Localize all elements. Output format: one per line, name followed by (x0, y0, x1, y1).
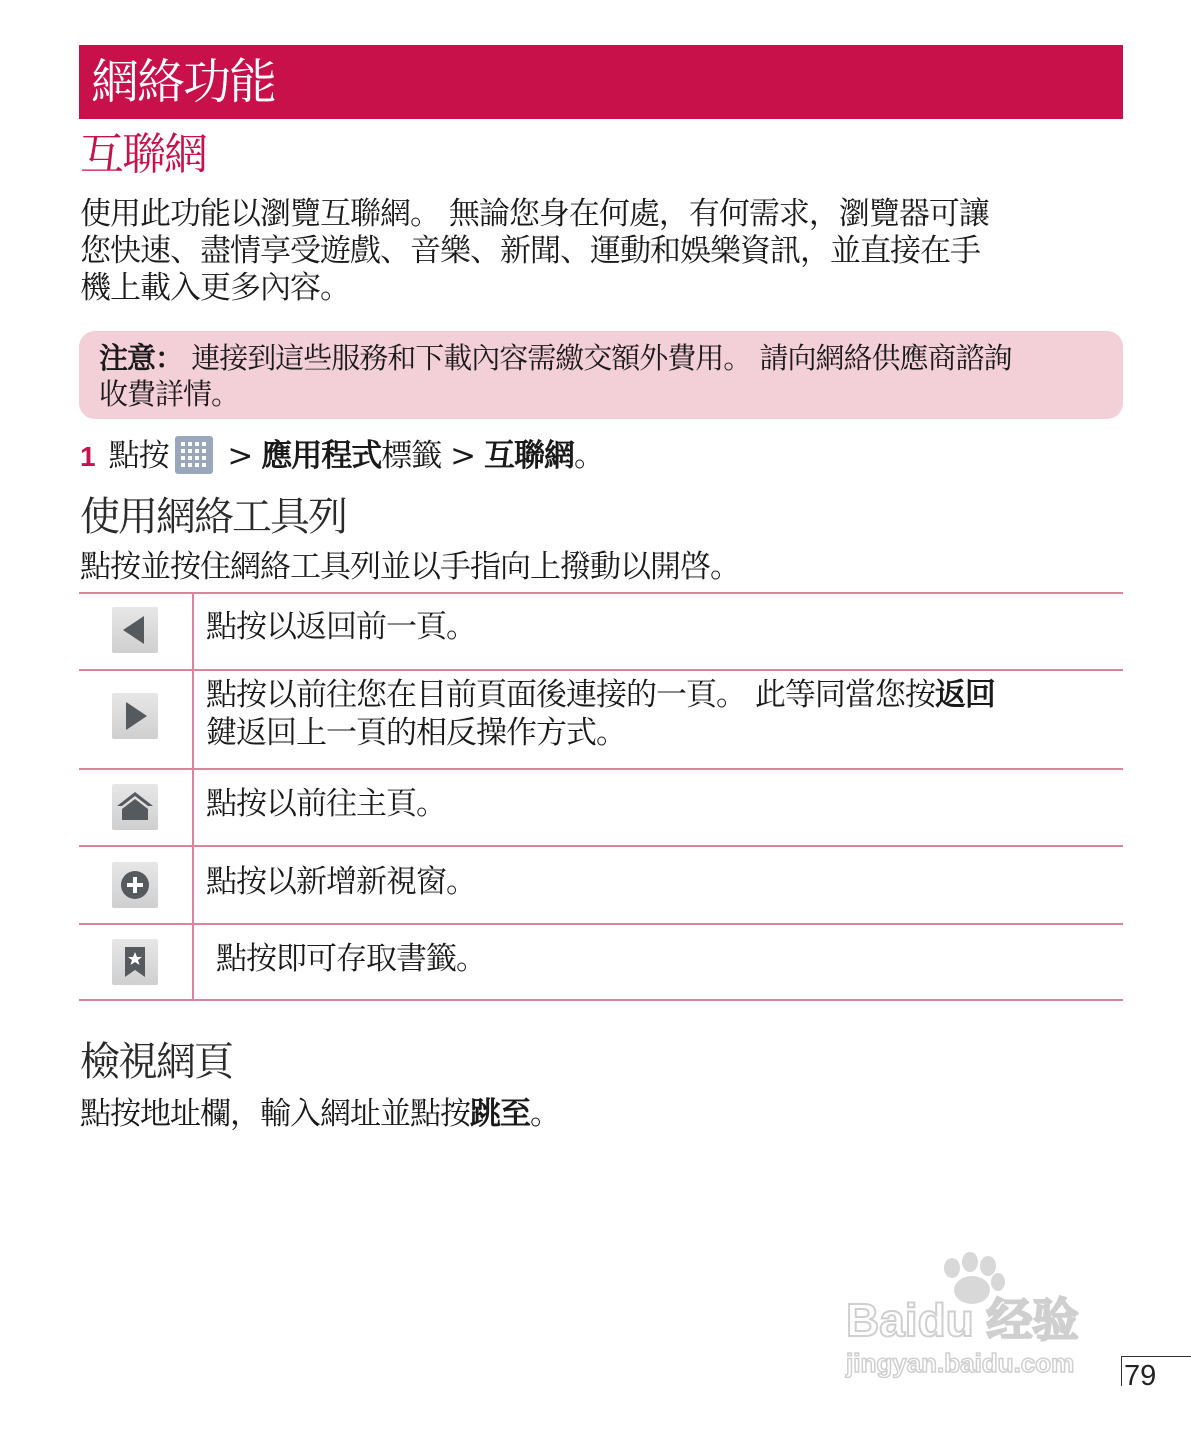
table-row (216, 940, 486, 978)
table-row (206, 676, 995, 752)
note-label: 注意： (99, 341, 184, 375)
table-row (206, 608, 476, 646)
row-text: 點按以前往主頁。 (206, 786, 446, 822)
toolbar-intro: 點按並按住網絡工具列並以手指向上撥動以開啓。 (80, 549, 740, 585)
home-icon (112, 784, 158, 830)
add-window-icon (112, 862, 158, 908)
intro-line: 您快速、盡情享受遊戲、音樂、新聞、運動和娛樂資訊，並直接在手 (80, 233, 980, 269)
intro-line: 使用此功能以瀏覽互聯網。 無論您身在何處，有何需求，瀏覽器可讓 (80, 196, 989, 232)
view-text (80, 1094, 560, 1134)
step-suffix: 。 (573, 438, 604, 474)
step-1 (80, 434, 604, 479)
table-row (206, 863, 476, 901)
row-text-line2: 鍵返回上一頁的相反操作方式。 (206, 715, 626, 751)
table-row (206, 785, 446, 823)
watermark-brand: Baidu 经验 (846, 1294, 1079, 1346)
apps-tab-label: 應用程式 (261, 438, 382, 474)
page-number: 79 (1124, 1360, 1157, 1392)
row-text: 點按以返回前一頁。 (206, 609, 476, 645)
view-text-suffix: 。 (530, 1096, 560, 1132)
internet-label: 互聯網 (483, 438, 574, 474)
back-arrow-icon (112, 607, 158, 653)
table-rule (79, 923, 1123, 925)
subsection-title: 互聯網 (80, 129, 206, 180)
view-heading: 檢視網頁 (80, 1039, 232, 1085)
intro-paragraph (80, 196, 1120, 307)
note-box (79, 331, 1123, 419)
step-prefix: 點按 (108, 438, 169, 474)
section-banner (79, 45, 1123, 119)
table-rule (79, 592, 1123, 594)
note-text-line2: 收費詳情。 (99, 377, 240, 411)
table-rule (79, 768, 1123, 770)
tab-word: 標籤 (381, 438, 442, 474)
row-text: 點按以前往您在目前頁面後連接的一頁。 此等同當您按 (206, 677, 935, 713)
table-rule (79, 845, 1123, 847)
row-text: 點按即可存取書籤。 (216, 941, 486, 977)
apps-grid-icon (175, 436, 213, 474)
intro-line: 機上載入更多內容。 (80, 270, 350, 306)
step-sep: > (218, 438, 262, 474)
go-label: 跳至 (470, 1096, 530, 1132)
row-text: 點按以新增新視窗。 (206, 864, 476, 900)
table-rule (79, 999, 1123, 1001)
note-text: 連接到這些服務和下載內容需繳交額外費用。 請向網絡供應商諮詢 (183, 341, 1012, 375)
step-number: 1 (80, 441, 95, 472)
section-title: 網絡功能 (91, 54, 276, 110)
back-key-label: 返回 (934, 677, 995, 713)
table-divider (192, 592, 194, 1000)
page-number-rule (1121, 1356, 1191, 1357)
forward-arrow-icon (112, 693, 158, 739)
watermark-url: jingyan.baidu.com (846, 1348, 1075, 1378)
page-number-rule-vertical (1121, 1356, 1122, 1386)
view-text-main: 點按地址欄，輸入網址並點按 (80, 1096, 470, 1132)
toolbar-heading: 使用網絡工具列 (80, 494, 346, 540)
table-rule (79, 669, 1123, 671)
bookmark-icon (112, 939, 158, 985)
baidu-watermark (840, 1250, 1120, 1390)
step-sep: > (441, 438, 484, 474)
